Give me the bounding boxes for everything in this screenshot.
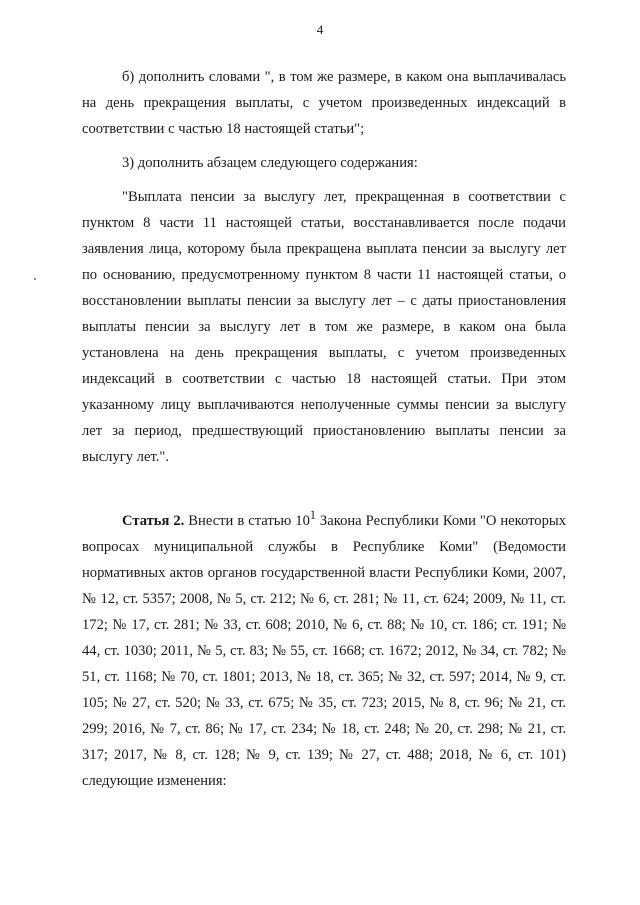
paragraph-item-3: 3) дополнить абзацем следующего содержания:	[122, 155, 418, 171]
document-body	[82, 64, 566, 794]
article-text-start: Внести в статью 10	[184, 512, 310, 529]
paragraph-amendment-b: б) дополнить словами ", в том же размере, в каком она выплачивалась на день прекращения выплаты, с учетом произведенных индексаций в соответствии с частью 18 настоящей статьи";	[82, 69, 566, 137]
article-2-paragraph	[82, 502, 566, 794]
margin-mark	[34, 278, 36, 280]
page-number: 4	[316, 22, 324, 37]
article-text-rest: Закона Республики Коми "О некоторых вопросах муниципальной службы в Республике Коми" (Ведомости нормативных актов органов государственной власти Республики Коми, 2007, № 12, ст. 5357; 2008, № 5, ст. 212; № 6, ст. 281; № 11, ст. 624; 2009, № 11, ст. 172; № 17, ст. 281; № 33, ст. 608; 2010, № 6, ст. 88; № 10, ст. 186; ст. 191; № 44, ст. 1030; 2011, № 5, ст. 83; № 55, ст. 1668; ст. 1672; 2012, № 34, ст. 782; № 51, ст. 1168; № 70, ст. 1801; 2013, № 18, ст. 365; № 32, ст. 597; 2014, № 9, ст. 105; № 27, ст. 520; № 33, ст. 675; № 35, ст. 723; 2015, № 8, ст. 96; № 21, ст. 299; 2016, № 7, ст. 86; № 17, ст. 234; № 18, ст. 248; № 20, ст. 298; № 21, ст. 317; 2017, № 8, ст. 128; № 9, ст. 139; № 27, ст. 488; 2018, № 6, ст. 101) следующие изменения:	[82, 512, 566, 789]
article-superscript: 1	[309, 508, 316, 522]
paragraph-new-text: "Выплата пенсии за выслугу лет, прекращенная в соответствии с пунктом 8 части 11 настоящей статьи, восстанавливается после подачи заявления лица, которому была прекращена выплата пенсии за выслугу лет по основанию, предусмотренному пунктом 8 части 11 настоящей статьи, о восстановлении выплаты пенсии за выслугу лет – с даты приостановления выплаты пенсии за выслугу лет в том же размере, в каком она была установлена на день прекращения выплаты, с учетом произведенных индексаций в соответствии с частью 18 настоящей статьи. При этом указанному лицу выплачиваются неполученные суммы пенсии за выслугу лет за период, предшествующий приостановлению выплаты пенсии за выслугу лет.".	[82, 189, 566, 465]
article-label: Статья 2.	[122, 512, 185, 529]
